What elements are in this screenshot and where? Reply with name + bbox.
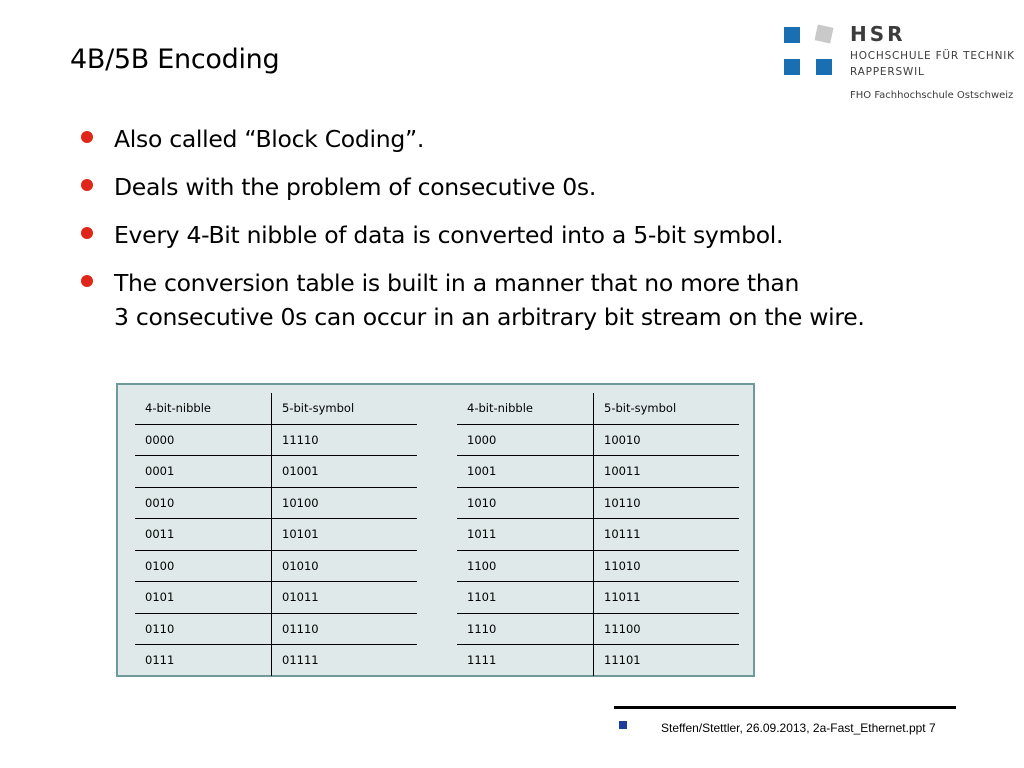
nibble-cell: 0011 bbox=[135, 519, 272, 551]
table-row bbox=[135, 424, 417, 456]
nibble-cell: 1000 bbox=[457, 424, 594, 456]
symbol-cell: 10100 bbox=[272, 487, 418, 519]
header-symbol: 5-bit-symbol bbox=[604, 401, 677, 416]
table-row bbox=[135, 456, 417, 488]
symbol-cell: 01010 bbox=[272, 550, 418, 582]
logo-square-icon bbox=[815, 25, 834, 44]
symbol-cell: 01111 bbox=[272, 645, 418, 676]
symbol-cell: 11110 bbox=[272, 424, 418, 456]
encoding-table-right bbox=[457, 393, 739, 676]
bullet-text: Also called “Block Coding”. bbox=[114, 125, 424, 153]
nibble-cell: 0000 bbox=[135, 424, 272, 456]
table-row bbox=[457, 487, 739, 519]
bullet-item bbox=[78, 122, 978, 156]
symbol-cell: 10101 bbox=[272, 519, 418, 551]
symbol-cell: 11011 bbox=[594, 582, 740, 614]
table-row bbox=[135, 613, 417, 645]
nibble-cell: 1010 bbox=[457, 487, 594, 519]
hsr-logo bbox=[784, 24, 1014, 104]
logo-brand: HSR bbox=[850, 22, 906, 46]
bullet-text: Deals with the problem of consecutive 0s. bbox=[114, 173, 597, 201]
nibble-cell: 1011 bbox=[457, 519, 594, 551]
header-nibble: 4-bit-nibble bbox=[135, 393, 272, 424]
table-row bbox=[135, 645, 417, 676]
bullet-item bbox=[78, 170, 978, 204]
slide-title: 4B/5B Encoding bbox=[70, 44, 280, 75]
table-row bbox=[457, 613, 739, 645]
nibble-cell: 0010 bbox=[135, 487, 272, 519]
logo-line-2: RAPPERSWIL bbox=[850, 66, 925, 78]
symbol-cell: 11010 bbox=[594, 550, 740, 582]
table-row bbox=[135, 550, 417, 582]
encoding-table-left bbox=[135, 393, 417, 676]
table-row bbox=[457, 519, 739, 551]
symbol-cell: 10011 bbox=[594, 456, 740, 488]
table-row bbox=[457, 582, 739, 614]
footer-divider bbox=[614, 706, 956, 709]
nibble-cell: 1111 bbox=[457, 645, 594, 676]
bullet-dot-icon bbox=[81, 131, 93, 143]
logo-line-3: FHO Fachhochschule Ostschweiz bbox=[850, 90, 1014, 101]
bullet-text-continued: 3 consecutive 0s can occur in an arbitrary bit stream on the wire. bbox=[114, 303, 865, 331]
logo-line-1: HOCHSCHULE FÜR TECHNIK bbox=[850, 50, 1015, 62]
symbol-cell: 10110 bbox=[594, 487, 740, 519]
nibble-cell: 1110 bbox=[457, 613, 594, 645]
table-row bbox=[135, 487, 417, 519]
nibble-cell: 1100 bbox=[457, 550, 594, 582]
header-symbol: 5-bit-symbol bbox=[282, 401, 355, 416]
symbol-cell: 10010 bbox=[594, 424, 740, 456]
bullet-dot-icon bbox=[81, 275, 93, 287]
logo-square-icon bbox=[816, 59, 832, 75]
bullet-item bbox=[78, 266, 978, 334]
symbol-cell: 11100 bbox=[594, 613, 740, 645]
nibble-cell: 0100 bbox=[135, 550, 272, 582]
symbol-cell: 01011 bbox=[272, 582, 418, 614]
bullet-text: The conversion table is built in a manner that no more than bbox=[114, 269, 800, 297]
encoding-table-panel bbox=[116, 383, 755, 677]
bullet-item bbox=[78, 218, 978, 252]
nibble-cell: 1001 bbox=[457, 456, 594, 488]
footer-text: Steffen/Stettler, 26.09.2013, 2a-Fast_Ethernet.ppt 7 bbox=[661, 721, 936, 735]
bullet-dot-icon bbox=[81, 179, 93, 191]
table-row bbox=[135, 582, 417, 614]
table-header-row bbox=[135, 393, 417, 424]
table-header-row bbox=[457, 393, 739, 424]
symbol-cell: 10111 bbox=[594, 519, 740, 551]
symbol-cell: 11101 bbox=[594, 645, 740, 676]
nibble-cell: 0110 bbox=[135, 613, 272, 645]
table-row bbox=[457, 424, 739, 456]
table-row bbox=[457, 456, 739, 488]
bullet-text: Every 4-Bit nibble of data is converted into a 5-bit symbol. bbox=[114, 221, 784, 249]
nibble-cell: 0111 bbox=[135, 645, 272, 676]
nibble-cell: 1101 bbox=[457, 582, 594, 614]
symbol-cell: 01110 bbox=[272, 613, 418, 645]
symbol-cell: 01001 bbox=[272, 456, 418, 488]
logo-square-icon bbox=[784, 27, 800, 43]
bullet-dot-icon bbox=[81, 227, 93, 239]
table-row bbox=[135, 519, 417, 551]
logo-square-icon bbox=[784, 59, 800, 75]
nibble-cell: 0001 bbox=[135, 456, 272, 488]
bullet-list bbox=[78, 122, 978, 348]
table-row bbox=[457, 550, 739, 582]
footer-square-icon bbox=[619, 721, 627, 729]
table-row bbox=[457, 645, 739, 676]
header-nibble: 4-bit-nibble bbox=[457, 393, 594, 424]
nibble-cell: 0101 bbox=[135, 582, 272, 614]
